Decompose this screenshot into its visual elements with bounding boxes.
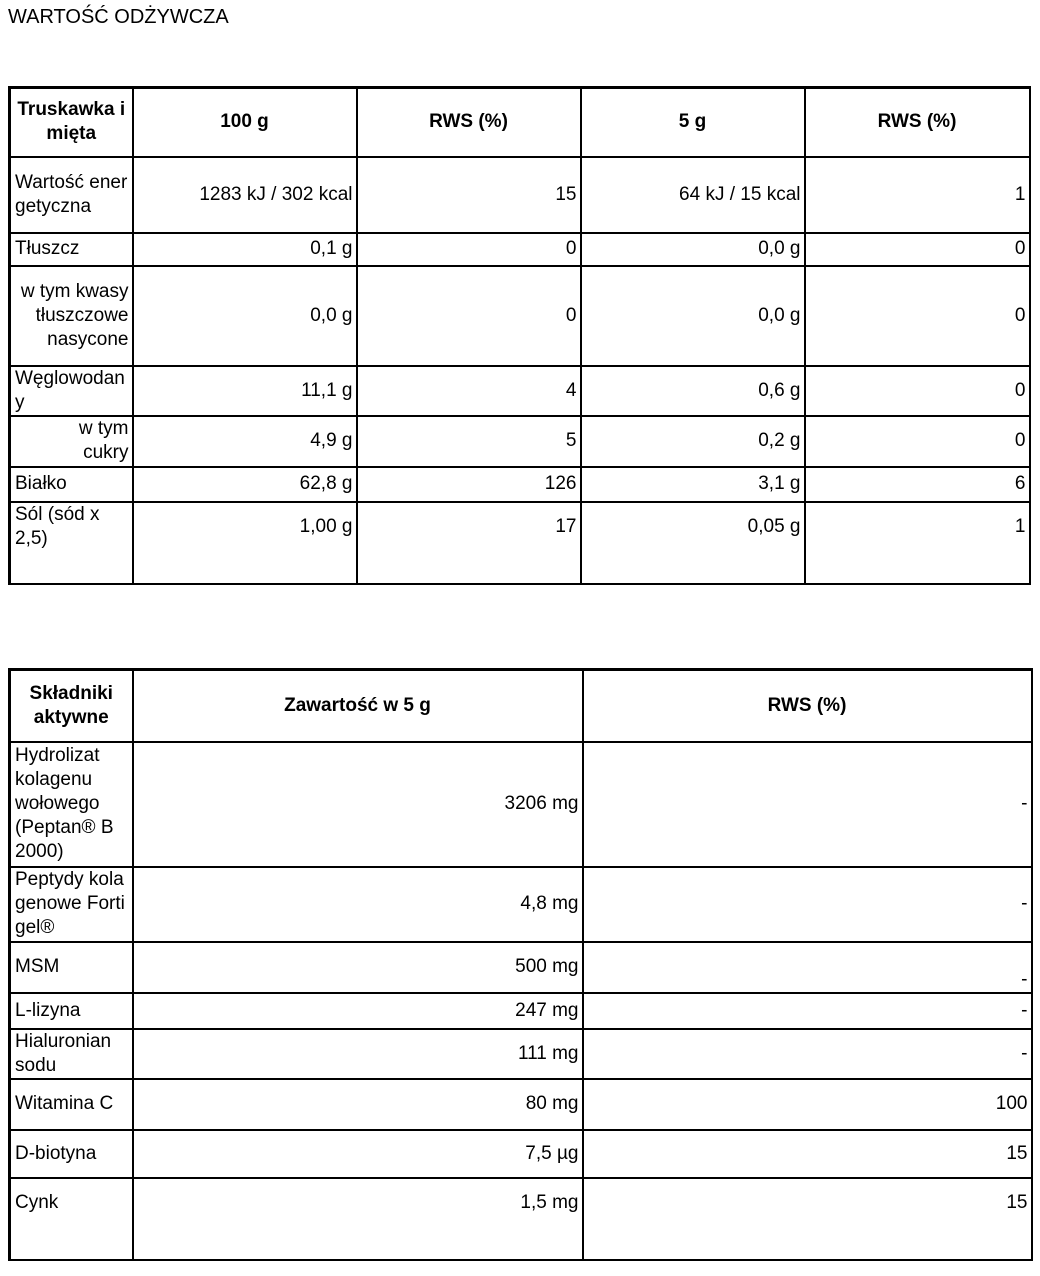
- nutrition-table: [8, 86, 1031, 585]
- cell-rws-5g: 0: [805, 233, 1030, 266]
- row-label: Cynk: [10, 1178, 133, 1260]
- cell-rws-5g: 0: [805, 266, 1030, 366]
- cell-per-5g: 0,05 g: [581, 502, 805, 584]
- table-row: [10, 742, 1032, 867]
- cell-rws-100g: 126: [357, 467, 581, 502]
- table-row: [10, 467, 1030, 502]
- table-row: [10, 867, 1032, 942]
- table-header-row: [10, 88, 1030, 157]
- row-label: w tym kwasy tłuszczowe nasycone: [10, 266, 133, 366]
- row-label: Hialuronian sodu: [10, 1029, 133, 1079]
- cell-amount: 4,8 mg: [133, 867, 583, 942]
- column-header-amount: Zawartość w 5 g: [133, 670, 583, 742]
- cell-per-5g: 3,1 g: [581, 467, 805, 502]
- cell-amount: 247 mg: [133, 993, 583, 1029]
- cell-rws: -: [583, 742, 1032, 867]
- row-label: D-biotyna: [10, 1130, 133, 1178]
- column-header-per-5g: 5 g: [581, 88, 805, 157]
- cell-amount: 3206 mg: [133, 742, 583, 867]
- table-row: [10, 233, 1030, 266]
- cell-rws-100g: 0: [357, 266, 581, 366]
- cell-per-100g: 0,1 g: [133, 233, 357, 266]
- cell-rws: -: [583, 993, 1032, 1029]
- table-row: [10, 502, 1030, 584]
- cell-rws-5g: 0: [805, 366, 1030, 416]
- cell-per-100g: 1,00 g: [133, 502, 357, 584]
- row-label: Wartość energetyczna: [10, 157, 133, 233]
- column-header-ingredient: Składniki aktywne: [10, 670, 133, 742]
- cell-per-5g: 0,6 g: [581, 366, 805, 416]
- cell-rws-5g: 0: [805, 416, 1030, 467]
- cell-rws-100g: 15: [357, 157, 581, 233]
- row-label: Węglowodany: [10, 366, 133, 416]
- cell-per-5g: 64 kJ / 15 kcal: [581, 157, 805, 233]
- row-label: L-lizyna: [10, 993, 133, 1029]
- row-label: Tłuszcz: [10, 233, 133, 266]
- column-header-product: Truskawka i mięta: [10, 88, 133, 157]
- cell-per-100g: 62,8 g: [133, 467, 357, 502]
- cell-per-100g: 11,1 g: [133, 366, 357, 416]
- cell-rws-100g: 4: [357, 366, 581, 416]
- cell-rws: 100: [583, 1079, 1032, 1130]
- table-row: [10, 1079, 1032, 1130]
- active-ingredients-table: [8, 668, 1033, 1261]
- cell-amount: 80 mg: [133, 1079, 583, 1130]
- cell-amount: 111 mg: [133, 1029, 583, 1079]
- cell-rws-5g: 1: [805, 157, 1030, 233]
- cell-per-5g: 0,2 g: [581, 416, 805, 467]
- column-header-rws-5g: RWS (%): [805, 88, 1030, 157]
- table-row: [10, 266, 1030, 366]
- column-header-per-100g: 100 g: [133, 88, 357, 157]
- cell-rws-100g: 0: [357, 233, 581, 266]
- cell-per-5g: 0,0 g: [581, 233, 805, 266]
- cell-amount: 7,5 µg: [133, 1130, 583, 1178]
- table-row: [10, 366, 1030, 416]
- cell-per-100g: 0,0 g: [133, 266, 357, 366]
- column-header-rws: RWS (%): [583, 670, 1032, 742]
- cell-amount: 1,5 mg: [133, 1178, 583, 1260]
- row-label: Białko: [10, 467, 133, 502]
- table-row: [10, 157, 1030, 233]
- cell-rws: 15: [583, 1130, 1032, 1178]
- cell-rws-5g: 1: [805, 502, 1030, 584]
- row-label: w tym cukry: [10, 416, 133, 467]
- row-label: Sól (sód x 2,5): [10, 502, 133, 584]
- row-label: Witamina C: [10, 1079, 133, 1130]
- table-row: [10, 1178, 1032, 1260]
- cell-rws: -: [583, 1029, 1032, 1079]
- table-row: [10, 416, 1030, 467]
- table-row: [10, 1130, 1032, 1178]
- row-label: MSM: [10, 942, 133, 993]
- cell-rws: 15: [583, 1178, 1032, 1260]
- cell-rws-5g: 6: [805, 467, 1030, 502]
- page-title: WARTOŚĆ ODŻYWCZA: [8, 6, 229, 28]
- table-row: [10, 1029, 1032, 1079]
- cell-rws: -: [583, 867, 1032, 942]
- row-label: Peptydy kolagenowe Fortigel®: [10, 867, 133, 942]
- cell-rws: -: [583, 942, 1032, 993]
- row-label: Hydrolizat kolagenu wołowego (Peptan® B 2000): [10, 742, 133, 867]
- cell-per-100g: 4,9 g: [133, 416, 357, 467]
- cell-amount: 500 mg: [133, 942, 583, 993]
- table-row: [10, 942, 1032, 993]
- table-row: [10, 993, 1032, 1029]
- cell-per-100g: 1283 kJ / 302 kcal: [133, 157, 357, 233]
- cell-rws-100g: 5: [357, 416, 581, 467]
- cell-rws-100g: 17: [357, 502, 581, 584]
- cell-per-5g: 0,0 g: [581, 266, 805, 366]
- table-header-row: [10, 670, 1032, 742]
- column-header-rws-100g: RWS (%): [357, 88, 581, 157]
